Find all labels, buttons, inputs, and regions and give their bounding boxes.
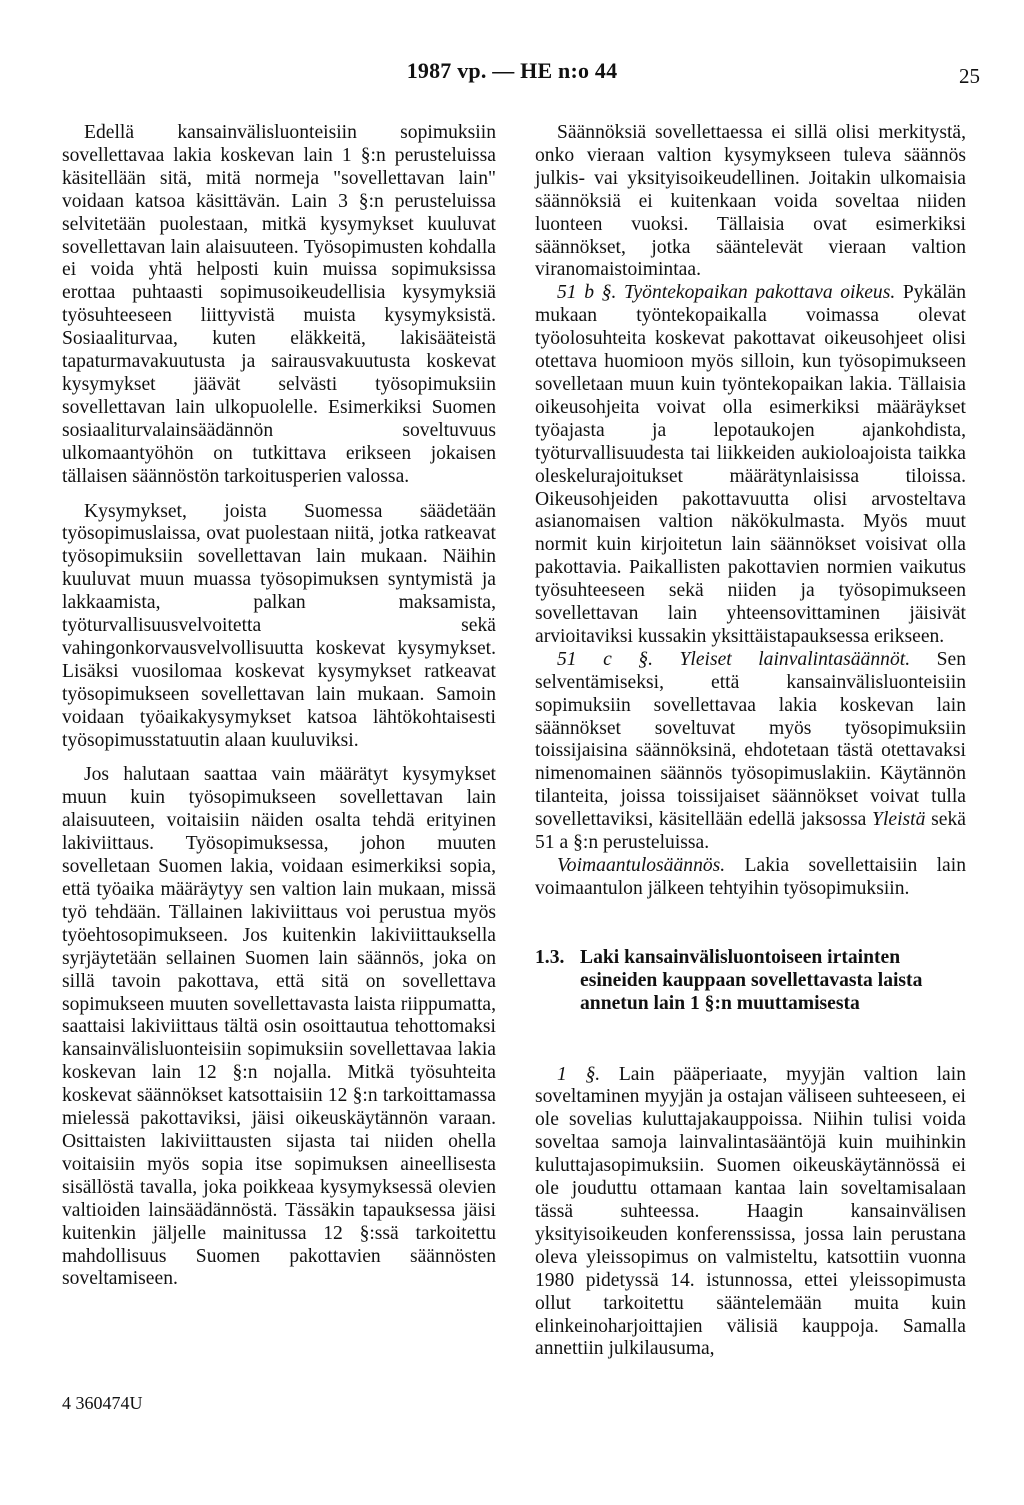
section-51b-text: Pykälän mukaan työntekopaikalla voimassa olevat työolosuhteita koskevat pakottavat oikeusohjeet olisi otettava huomioon myös silloin, kun työsopimukseen sovelletaan muun kuin työntekopaikan lakia. Tällaisia oikeusohjeita voivat olla esimerkiksi määräykset työajasta ja lepotaukojen ajankohdista, työturvallisuudesta tai liikkeiden aukioloajoista taikka oleskelurajoitukset määrätynlaisissa tiloissa. Oikeusohjeiden pakottavuutta olisi arvosteltava asianomaisen valtion näkökulmasta. Myös muut normit kuin kirjoitetun lain säännökset voisivat olla pakottavia. Paikallisten pakottavien normien vaikutus työsuhteeseen sekä niiden ja työsopimukseen sovellettavan lain yhteensovittaminen jäisivät arvioitaviksi kussakin yksittäistapauksessa erikseen. bbox=[535, 282, 966, 647]
section-1-title: 1 §. bbox=[557, 1063, 601, 1085]
section-51c-text-a: Sen selventämiseksi, että kansainvälisluonteisiin sopimuksiin sovellettavaa lakia koskevan lain säännökset soveltuvat myös työsopimuksiin toissijaisina säännöksinä, ehdotetaan tästä otettavaksi nimenomainen säännös työsopimuslakiin. Käytännön tilanteita, joissa toissijaiset säännökset voivat tulla sovellettaviksi, käsitellään edellä jaksossa bbox=[535, 648, 966, 831]
section-51b bbox=[535, 282, 966, 649]
page-number: 25 bbox=[959, 64, 980, 88]
section-51c-title: 51 c §. Yleiset lainvalintasäännöt. bbox=[557, 648, 911, 670]
voimaantulo-text: Lakia sovellettaisiin lain voimaantulon jälkeen tehtyihin työsopimuksiin. bbox=[535, 855, 966, 899]
page-header bbox=[0, 58, 1024, 88]
voimaantulo-paragraph bbox=[535, 855, 966, 901]
left-column bbox=[62, 122, 496, 1291]
voimaantulo-title: Voimaantulosäännös. bbox=[557, 855, 726, 876]
section-1 bbox=[535, 1064, 966, 1362]
right-paragraph-1: Säännöksiä sovellettaessa ei sillä olisi merkitystä, onko vieraan valtion kysymykseen tuleva säännös julkis- vai yksityisoikeudellinen. Joitakin ulkomaisia säännöksiä ei kuitenkaan voida soveltaa niiden luonteen vuoksi. Tällaisia ovat esimerkiksi säännökset, jotka sääntelevät vieraan valtion viranomaistoimintaa. bbox=[535, 122, 966, 281]
section-51c-text-b: sekä 51 a §:n perusteluissa. bbox=[535, 809, 966, 854]
section-51c-reference: Yleistä bbox=[872, 809, 926, 831]
section-1-text: Lain pääperiaate, myyjän valtion lain soveltaminen myyjän ja ostajan väliseen suhteeseen, ei ole sovelias kuluttajakauppoissa. Niihin tulisi voida soveltaa samoja lainvalintasääntöjä kuin muihinkin kuluttajasopimuksiin. Suomen oikeuskäytännössä ei ole jouduttu ottamaan kantaa lain soveltamisalaan tässä suhteessa. Haagin kansainvälisen yksityisoikeuden konferenssissa, jossa lain perustana oleva yleissopimus on valmisteltu, katsottiin vuonna 1980 pidetyssä 14. istunnossa, ettei yleissopimusta ollut tarkoitettu sääntelemään muita kuin elinkeinoharjoittajien välisiä kauppoja. Samalla annettiin julkilausuma, bbox=[535, 1063, 966, 1360]
section-51b-title: 51 b §. Työntekopaikan pakottava oikeus. bbox=[557, 282, 896, 304]
left-paragraph-1: Edellä kansainvälisluonteisiin sopimuksiin sovellettavaa lakia koskevan lain 1 §:n perusteluissa käsitellään sitä, mitä normeja "sovellettavan lain" voidaan katsoa käsittävän. Lain 3 §:n perusteluissa selvitetään puolestaan, mitkä kysymykset kuuluvat sovellettavan lain alaisuuteen. Työsopimusten kohdalla ei voida yhtä helposti kuin muissa sopimuksissa erottaa puhtaasti sopimusoikeudellisia kysymyksiä työsuhteeseen liittyvistä muista kysymyksistä. Sosiaaliturvaa, kuten eläkkeitä, lakisääteistä tapaturmavakuutusta ja sairausvakuutusta koskevat kysymykset jäävät selvästi työsopimuksiin sovellettavan lain ulkopuolelle. Esimerkiksi Suomen sosiaaliturvalainsäädännön soveltuvuus ulkomaantyöhön on tutkittava erikseen jokaisen tällaisen säännöstön tarkoitusperien valossa. bbox=[62, 122, 496, 487]
left-paragraph-3: Jos halutaan saattaa vain määrätyt kysymykset muun kuin työsopimukseen sovellettavan lain alaisuuteen, voitaisiin näiden osalta tehdä erityinen lakiviittaus. Työsopimuksessa, johon muuten sovelletaan Suomen lakia, voidaan esimerkiksi sopia, että työaika määräytyy sen valtion lain mukaan, missä työ tehdään. Tällainen lakiviittaus voi perustua myös työehtosopimukseen. Jos kuitenkin lakiviittauksella syrjäytetään sellainen Suomen lain säännös, joka on sillä tavoin pakottava, että sitä on sovellettava sopimukseen muuten sovellettavasta laista riippumatta, saattaisi lakiviittaus tältä osin osoittautua tehottomaksi kansainvälisluonteisiin sopimuksiin sovellettavaa lakia koskevan lain 12 §:n nojalla. Mitkä työsuhteita koskevat säännökset katsottaisiin 12 §:n tarkoittamassa mielessä pakottaviksi, jäisi oikeuskäytännön varaan. Osittaisten lakiviittausten sijasta tai niiden ohella voitaisiin myös sopia itse sopimuksen aineellisesta sisällöstä tavalla, joka poikkeaa kysymyksessä olevien valtioiden lainsäädännöstä. Tässäkin tapauksessa jäisi kuitenkin jäljelle mainitussa 12 §:ssä tarkoitettu mahdollisuus Suomen pakottavien säännösten soveltamiseen. bbox=[62, 764, 496, 1290]
section-number: 1.3. bbox=[535, 946, 565, 968]
footer-code: 4 360474U bbox=[62, 1393, 143, 1413]
section-heading-1-3 bbox=[535, 947, 966, 1016]
left-paragraph-2: Kysymykset, joista Suomessa säädetään työsopimuslaissa, ovat puolestaan niitä, jotka ratkeavat työsopimuksiin sovellettavan lain mukaan. Näihin kuuluvat muun muassa työsopimuksen syntymistä ja lakkaamista, palkan maksamista, työturvallisuusvelvoitetta sekä vahingonkorvausvelvollisuutta koskevat kysymykset. Lisäksi vuosilomaa koskevat kysymykset ratkeavat työsopimukseen sovellettavan lain mukaan. Samoin voidaan työaikakysymykset katsoa lähtökohtaisesti työsopimusstatuutin alaan kuuluviksi. bbox=[62, 500, 496, 751]
section-51c bbox=[535, 649, 966, 855]
right-column bbox=[535, 122, 966, 1361]
header-title: 1987 vp. — HE n:o 44 bbox=[406, 58, 618, 83]
section-heading-text: Laki kansainvälisluontoiseen irtainten esineiden kauppaan sovellettavasta laista annetun lain 1 §:n muuttamisesta bbox=[580, 946, 923, 1014]
